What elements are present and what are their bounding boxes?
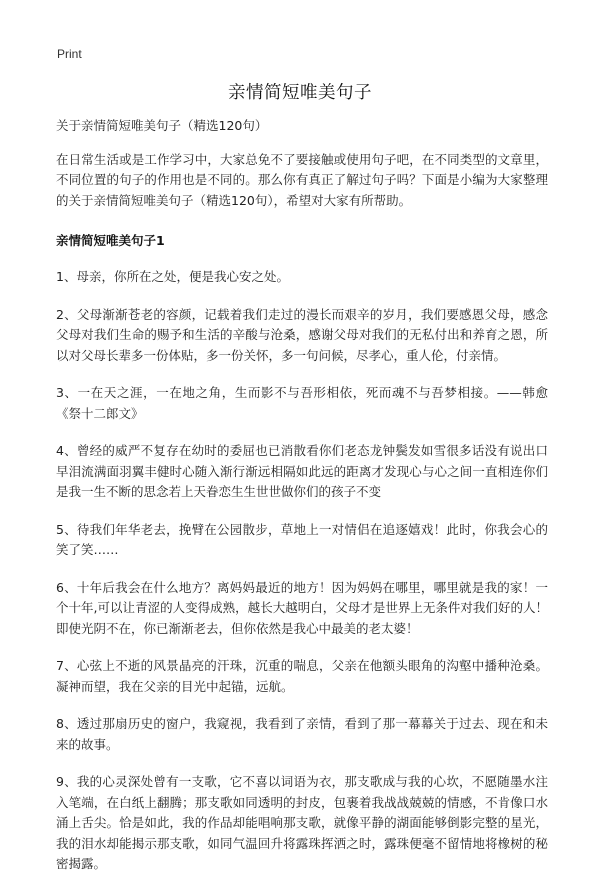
list-item: 4、曾经的威严不复存在幼时的委屈也已消散看你们老态龙钟鬓发如雪很多话没有说出口早泪流满面羽翼丰健时心随入渐行渐远相隔如此远的距离才发现心与心之间一直相连你们是我一生不断的思念若上天眷恋生生世世做你们的孩子不变 <box>56 443 548 499</box>
list-item: 5、待我们年华老去，挽臂在公园散步，草地上一对情侣在追逐嬉戏！此时，你我会心的笑了笑…… <box>56 521 548 557</box>
list-item: 6、十年后我会在什么地方？离妈妈最近的地方！因为妈妈在哪里，哪里就是我的家！一个十年,可以让青涩的人变得成熟，越长大越明白，父母才是世界上无条件对我们好的人！即使光阴不在，你已渐渐老去，但你依然是我心中最美的老太婆！ <box>56 579 548 636</box>
article-body <box>56 116 548 892</box>
list-item: 3、一在天之涯，一在地之角，生而影不与吾形相依，死而魂不与吾梦相接。——韩愈《祭十二郎文》 <box>56 385 548 421</box>
article-subtitle: 关于亲情简短唯美句子（精选120句） <box>56 118 268 133</box>
list-item: 1、母亲，你所在之处，便是我心安之处。 <box>56 269 289 284</box>
print-link[interactable]: Print <box>57 47 82 61</box>
list-item: 9、我的心灵深处曾有一支歌，它不喜以词语为衣，那支歌成与我的心坎，不愿随墨水注入笔端，在白纸上翻腾；那支歌如同透明的封皮，包裹着我战战兢兢的情感，不肯像口水涌上舌尖。恰是如此，我的作品却能唱响那支歌，就像平静的湖面能够倒影完整的星光，我的泪水却能揭示那支歌，如同气温回升将露珠挥洒之时，露珠便毫不留情地将橡树的秘密揭露。 <box>56 774 548 871</box>
article-intro: 在日常生活或是工作学习中，大家总免不了要接触或使用句子吧，在不同类型的文章里，不同位置的句子的作用也是不同的。那么你有真正了解过句子吗？下面是小编为大家整理的关于亲情简短唯美句子（精选120句），希望对大家有所帮助。 <box>56 151 548 208</box>
list-item: 7、心弦上不逝的风景晶亮的汗珠，沉重的喘息，父亲在他额头眼角的沟壑中播种沧桑。凝神而望，我在父亲的目光中起锚，远航。 <box>56 658 548 694</box>
list-item: 8、透过那扇历史的窗户，我窥视，我看到了亲情，看到了那一幕幕关于过去、现在和未来的故事。 <box>56 716 548 752</box>
list-item: 2、父母渐渐苍老的容颜，记载着我们走过的漫长而艰辛的岁月，我们要感恩父母，感念父母对我们生命的赐予和生活的辛酸与沧桑，感谢父母对我们的无私付出和养育之恩，所以对父母长辈多一份体贴，多一份关怀，多一句问候，尽孝心，重人伦，付亲情。 <box>56 306 548 363</box>
section-heading: 亲情简短唯美句子1 <box>56 233 165 248</box>
page-title: 亲情简短唯美句子 <box>228 83 372 103</box>
